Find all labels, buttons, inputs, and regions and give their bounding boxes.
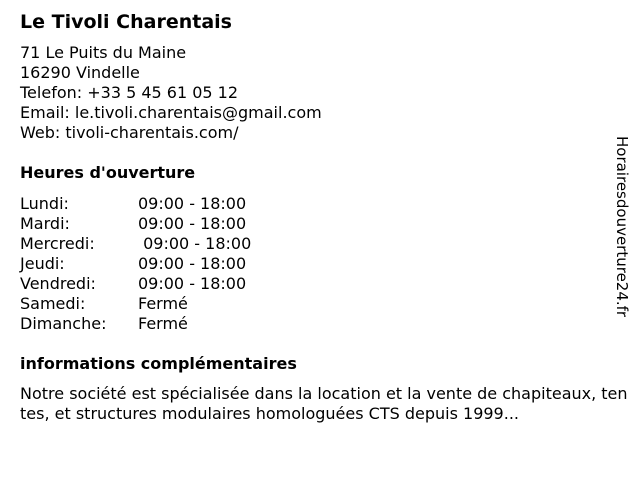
- website-link[interactable]: Web: tivoli-charentais.com/: [20, 123, 239, 142]
- additional-info-heading: informations complémentaires: [20, 354, 297, 373]
- day-label: Vendredi:: [20, 274, 96, 293]
- time-value: Fermé: [138, 294, 188, 313]
- time-value: Fermé: [138, 314, 188, 333]
- street-address: 71 Le Puits du Maine: [20, 43, 187, 62]
- time-value: 09:00 - 18:00: [138, 254, 247, 273]
- day-label: Mardi:: [20, 214, 70, 233]
- hours-row-sunday: [20, 314, 251, 334]
- business-name: Le Tivoli Charentais: [20, 11, 232, 33]
- hours-row-thursday: [20, 254, 251, 274]
- hours-row-monday: [20, 194, 251, 214]
- day-label: Dimanche:: [20, 314, 107, 333]
- time-value: 09:00 - 18:00: [138, 274, 247, 293]
- phone-number[interactable]: Telefon: +33 5 45 61 05 12: [20, 83, 239, 102]
- hours-row-tuesday: [20, 214, 251, 234]
- hours-row-wednesday: [20, 234, 251, 254]
- day-label: Samedi:: [20, 294, 86, 313]
- site-watermark: Horairesdouverture24.fr: [613, 136, 631, 318]
- opening-hours-table: [20, 194, 251, 334]
- contact-block: [20, 43, 322, 143]
- hours-row-saturday: [20, 294, 251, 314]
- time-value: 09:00 - 18:00: [138, 214, 247, 233]
- city-address: 16290 Vindelle: [20, 63, 140, 82]
- hours-row-friday: [20, 274, 251, 294]
- day-label: Mercredi:: [20, 234, 95, 253]
- time-value: 09:00 - 18:00: [138, 234, 252, 253]
- email-address[interactable]: Email: le.tivoli.charentais@gmail.com: [20, 103, 322, 122]
- time-value: 09:00 - 18:00: [138, 194, 247, 213]
- day-label: Jeudi:: [20, 254, 65, 273]
- additional-info-text: Notre société est spécialisée dans la location et la vente de chapiteaux, tentes, et structures modulaires homologuées CTS depuis 1999...: [20, 384, 628, 423]
- day-label: Lundi:: [20, 194, 69, 213]
- opening-hours-heading: Heures d'ouverture: [20, 163, 196, 182]
